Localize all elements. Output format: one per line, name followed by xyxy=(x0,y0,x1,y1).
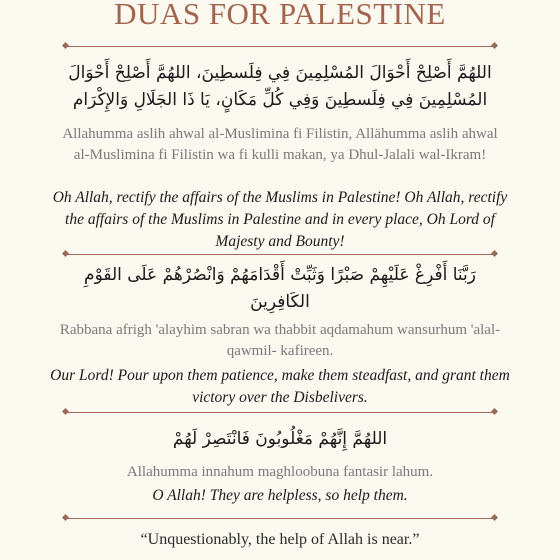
dua-2-transliteration: Rabbana afrigh 'alayhim sabran wa thabbit aqdamahum wansurhum 'alal-qawmil- kafireen. xyxy=(59,322,501,359)
divider xyxy=(66,46,494,47)
dua-2-translation: Our Lord! Pour upon them patience, make them steadfast, and grant them victory over the Disbelivers. xyxy=(50,367,510,406)
divider xyxy=(66,518,494,519)
divider xyxy=(66,412,494,413)
page-title: DUAS FOR PALESTINE xyxy=(114,0,446,31)
dua-2-arabic: رَبَّنَا أَفْرِغْ عَلَيْهِمْ صَبْرًا وَثَبِّتْ أَقْدَامَهُمْ وَانْصُرْهُمْ عَلَى القَوْمِ الكَافِرِينَ xyxy=(84,265,476,312)
dua-1-arabic: اللهُمَّ أَصْلِحْ أَحْوَالَ المُسْلِمِينَ فِي فِلَسطِينَ، اللهُمَّ أَصْلِحْ أَحْوَالَ المُسْلِمِينَ فِي فِلَسطِينَ وَفِي كُلِّ مَكَانٍ، يَا ذَا الجَلَالِ وَالإِكْرَام xyxy=(68,63,492,110)
closing-quote: “Unquestionably, the help of Allah is near.” xyxy=(140,531,420,548)
dua-1-translation: Oh Allah, rectify the affairs of the Muslims in Palestine! Oh Allah, rectify the affairs of the Muslims in Palestine and in every place, Oh Lord of Majesty and Bounty! xyxy=(52,189,508,250)
dua-1-transliteration: Allahumma aslih ahwal al-Muslimina fi Filistin, Allähumma aslih ahwal al-Muslimina fi Filistin wa fi kulli makan, ya Dhul-Jalali wal-Ikram! xyxy=(62,126,498,163)
divider xyxy=(66,254,494,255)
dua-3-transliteration: Allahumma innahum maghloobuna fantasir lahum. xyxy=(126,464,434,480)
dua-3-translation: O Allah! They are helpless, so help them. xyxy=(152,487,408,504)
dua-3-arabic: اللهُمَّ إِنَّهُمْ مَغْلُوبُونَ فَانْتَصِرْ لَهُمْ xyxy=(172,429,388,449)
